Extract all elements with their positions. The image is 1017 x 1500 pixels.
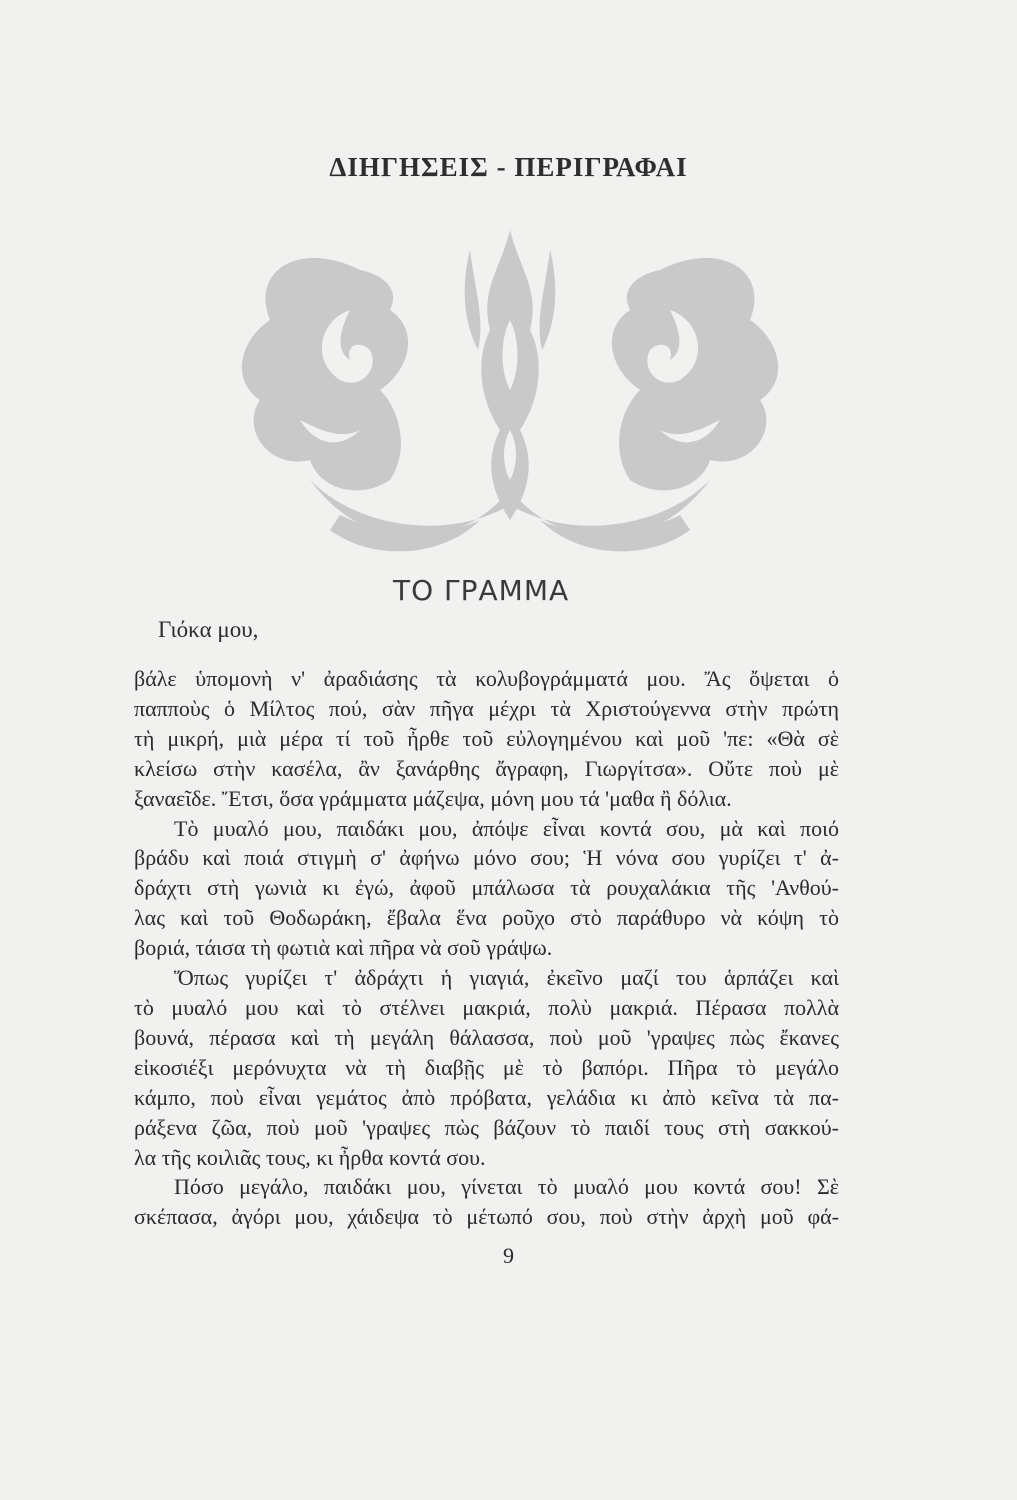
text-line: κάμπο, ποὺ εἶναι γεμάτος ἀπὸ πρόβατα, γελάδια κι ἀπὸ κεῖνα τὰ πα- <box>134 1084 839 1110</box>
story-title: ΤΟ ΓΡΑΜΜΑ <box>393 574 570 607</box>
text-line: Ὅπως γυρίζει τ' ἀδράχτι ἡ γιαγιά, ἐκεῖνο μαζί του ἁρπάζει καὶ <box>174 965 839 991</box>
text-line: λα τῆς κοιλιᾶς τους, κι ἦρθα κοντά σου. <box>134 1144 486 1170</box>
text-line: ξαναεῖδε. Ἔτσι, ὅσα γράμματα μάζεψα, μόνη μου τά 'μαθα ἢ δόλια. <box>134 785 732 811</box>
text-line: δράχτι στὴ γωνιὰ κι ἐγώ, ἀφοῦ μπάλωσα τὰ ρουχαλάκια τῆς 'Ανθού- <box>134 875 839 901</box>
text-line: Τὸ μυαλό μου, παιδάκι μου, ἀπόψε εἶναι κοντά σου, μὰ καὶ ποιό <box>174 815 839 841</box>
text-line: βάλε ὑπομονὴ ν' ἀραδιάσης τὰ κολυβογράμματά μου. Ἄς ὄψεται ὁ <box>134 666 839 691</box>
floral-ornament-icon <box>210 230 810 570</box>
text-line: τὴ μικρή, μιὰ μέρα τί τοῦ ἦρθε τοῦ εὐλογημένου καὶ μοῦ 'πε: «Θὰ σὲ <box>134 725 839 751</box>
text-line: Πόσο μεγάλο, παιδάκι μου, γίνεται τὸ μυαλό μου κοντά σου! Σὲ <box>174 1174 839 1200</box>
text-line: τὸ μυαλό μου καὶ τὸ στέλνει μακριά, πολὺ μακριά. Πέρασα πολλὰ <box>134 994 839 1020</box>
text-line: βοριά, τάισα τὴ φωτιὰ καὶ πῆρα νὰ σοῦ γράψω. <box>134 935 553 961</box>
text-line: σκέπασα, ἀγόρι μου, χάιδεψα τὸ μέτωπό σου, ποὺ στὴν ἀρχὴ μοῦ φά- <box>134 1204 839 1230</box>
text-line: βράδυ καὶ ποιά στιγμὴ σ' ἀφήνω μόνο σου; Ἡ νόνα σου γυρίζει τ' ἀ- <box>134 845 839 871</box>
text-line: βουνά, πέρασα καὶ τὴ μεγάλη θάλασσα, ποὺ μοῦ 'γραψες πὼς ἔκανες <box>134 1024 839 1050</box>
text-line: κλείσω στὴν κασέλα, ἂν ξανάρθης ἄγραφη, Γιωργίτσα». Οὔτε ποὺ μὲ <box>134 755 839 781</box>
section-heading: ΔΙΗΓΗΣΕΙΣ - ΠΕΡΙΓΡΑΦΑΙ <box>329 152 688 182</box>
text-line: ράξενα ζῶα, ποὺ μοῦ 'γραψες πὼς βάζουν τὸ παιδί τους στὴ σακκού- <box>134 1114 839 1140</box>
text-line: λας καὶ τοῦ Θοδωράκη, ἔβαλα ἕνα ροῦχο στὸ παράθυρο νὰ κόψη τὸ <box>134 905 839 931</box>
letter-body <box>134 664 839 1232</box>
text-line: εἰκοσιέξι μερόνυχτα νὰ τὴ διαβῇς μὲ τὸ βαπόρι. Πῆρα τὸ μεγάλο <box>134 1054 839 1080</box>
text-line: παπποὺς ὁ Μίλτος πού, σὰν πῆγα μέχρι τὰ Χριστούγεννα στὴν πρώτη <box>134 695 839 721</box>
letter-salutation: Γιόκα μου, <box>158 617 259 642</box>
page-number: 9 <box>503 1243 514 1268</box>
